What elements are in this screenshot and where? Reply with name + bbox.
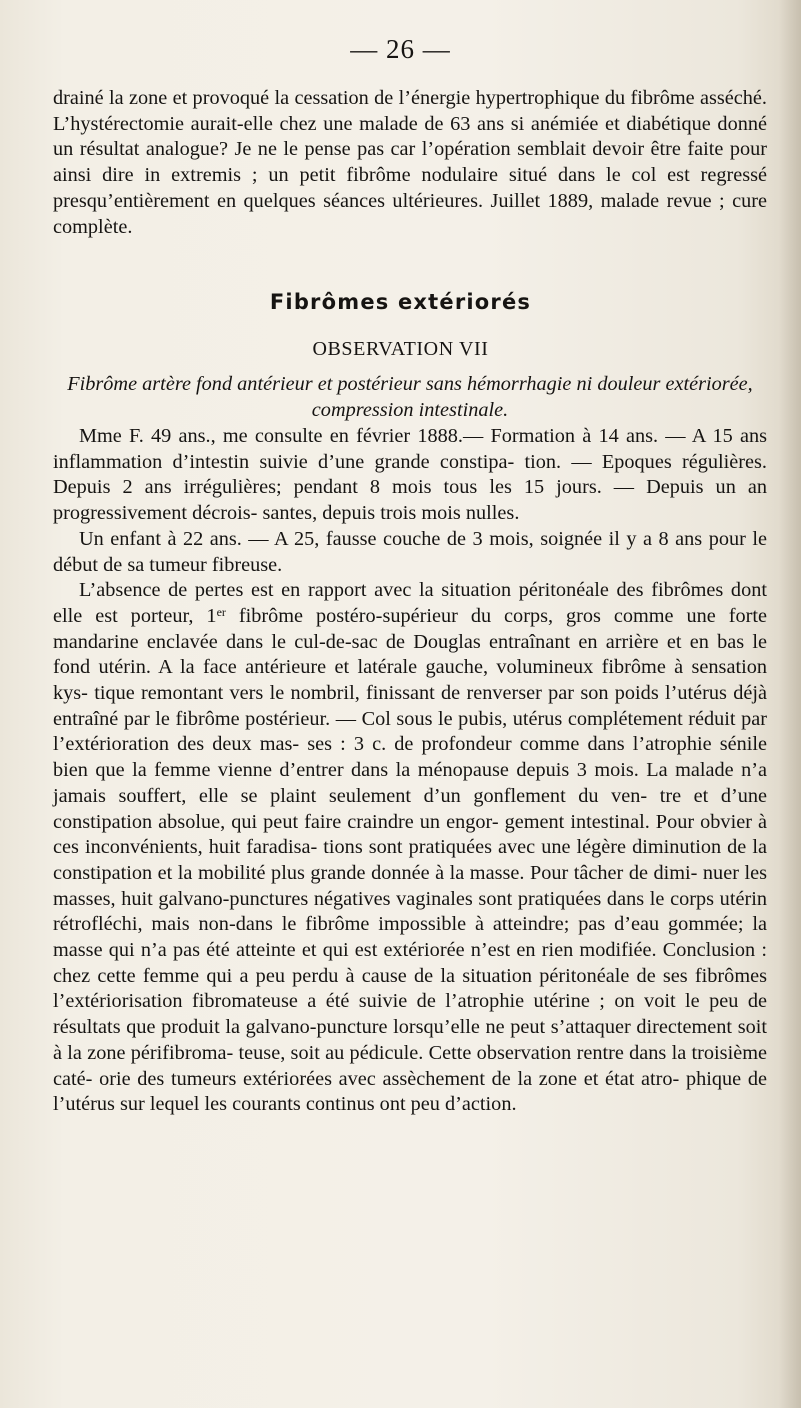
observation-paragraph-1: Mme F. 49 ans., me consulte en février 1888.— Formation à 14 ans. — A 15 ans inflammation d’intestin suivie d’une grande constipa- tion. — Epoques régulières. Depuis 2 ans irrégulières; pendant 8 mois tous les 15 jours. — Depuis un an progressivement décrois- santes, depuis trois mois nulles.	[53, 425, 767, 525]
page-edge-shadow	[779, 0, 801, 1408]
observation-paragraph-3	[53, 578, 767, 1118]
ordinal-superscript: er	[216, 604, 226, 619]
observation-title: OBSERVATION VII	[312, 338, 489, 360]
page-number: — 26 —	[350, 34, 451, 64]
paragraph-3-start: L’absence de pertes est en rapport avec la situation péritonéale des fibrômes dont elle est porteur, 1	[53, 579, 767, 627]
case-title: Fibrôme artère fond antérieur et postérieur sans hémorrhagie ni douleur extériorée, compression intestinale.	[67, 373, 753, 421]
observation-body	[53, 424, 767, 1118]
observation-paragraph-2: Un enfant à 22 ans. — A 25, fausse couche de 3 mois, soignée il y a 8 ans pour le début de sa tumeur fibreuse.	[53, 527, 767, 576]
intro-paragraph-block	[53, 86, 767, 240]
paragraph-3-rest: fibrôme postéro-supérieur du corps, gros comme une forte mandarine enclavée dans le cul-de-sac de Douglas entraînant en arrière et en bas le fond utérin. A la face antérieure et latérale gauche, volumineux fibrôme à sensation kys- tique remontant vers le nombril, finissant de renverser par son poids l’utérus déjà entraîné par le fibrôme postérieur. — Col sous le pubis, utérus complétement réduit par l’extérioration des deux mas- ses : 3 c. de profondeur comme dans l’atrophie sénile bien que la femme vienne d’entrer dans la ménopause depuis 3 mois. La malade n’a jamais souffert, elle se plaint seulement d’un gonflement du ven- tre et d’une constipation absolue, qui peut faire craindre un engor- gement intestinal. Pour obvier à ces inconvénients, huit faradisa- tions sont pratiquées avec une légère diminution de la constipation et la mobilité plus grande donnée à la masse. Pour tâcher de dimi- nuer les masses, huit galvano-punctures négatives vaginales sont pratiquées dans le corps utérin rétrofléchi, mais non-dans le fibrôme impossible à atteindre; pas d’eau gommée; la masse qui n’a pas été atteinte et qui est extériorée n’est en rien modifiée. Conclusion : chez cette femme qui a peu perdu à cause de la situation péritonéale de ses fibrômes l’extériorisation fibromateuse a été suivie de l’atrophie utérine ; on voit le peu de résultats que produit la galvano-puncture lorsqu’elle ne peut s’attaquer directement soit à la zone périfibroma- teuse, soit au pédicule. Cette observation rentre dans la troisième caté- orie des tumeurs extériorées avec assèchement de la zone et état atro- phique de l’utérus sur lequel les courants continus ont peu d’action.	[53, 604, 767, 1116]
intro-paragraph: drainé la zone et provoqué la cessation de l’énergie hypertrophique du fibrôme asséché. L’hystérectomie aurait-elle chez une malade de 63 ans si anémiée et diabétique donné un résultat analogue? Je ne le pense pas car l’opération semblait devoir être faite pour ainsi dire in extremis ; un petit fibrôme nodulaire situé dans le col est regressé presqu’entièrement en quelques séances ultérieures. Juillet 1889, malade revue ; cure complète.	[53, 87, 767, 238]
section-heading: Fibrômes extériorés	[269, 290, 532, 314]
